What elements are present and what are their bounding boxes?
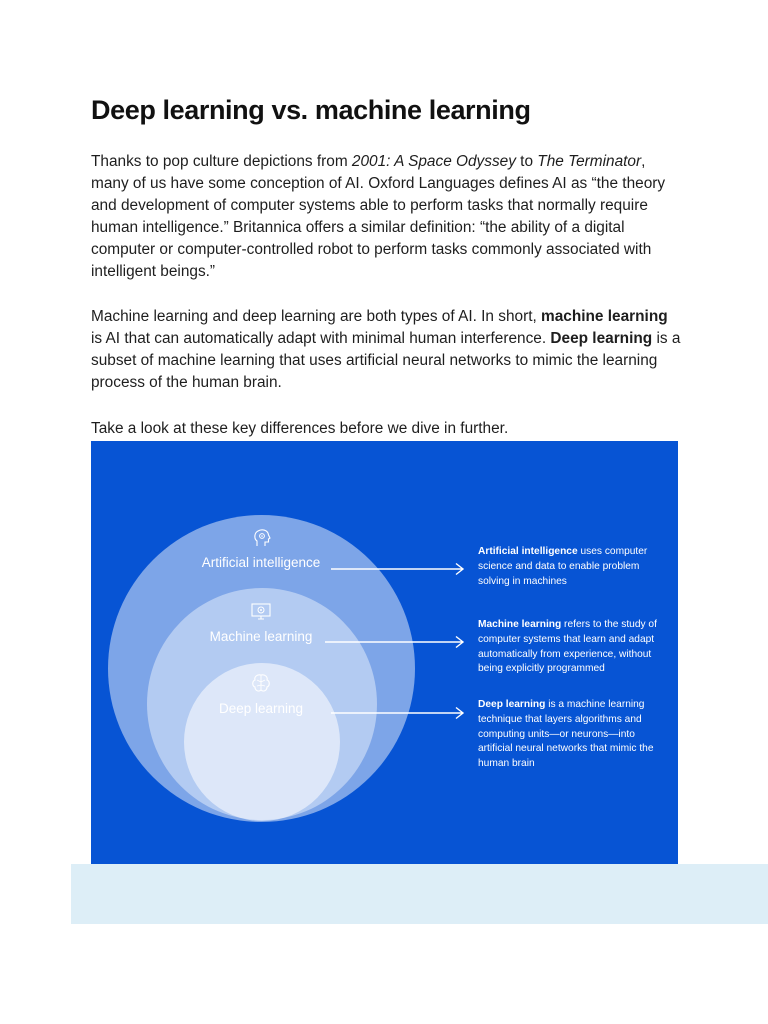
p1-italic-2: The Terminator xyxy=(537,153,642,170)
p2-text-3: is a subset of machine learning that uses artificial neural networks to mimic the learning process of the human brain. xyxy=(91,330,681,391)
ml-description xyxy=(478,618,668,677)
footer-band xyxy=(71,864,768,924)
article-title: Deep learning vs. machine learning xyxy=(91,95,531,125)
p2-bold-1: machine learning xyxy=(541,308,668,325)
ai-description-text: uses computer science and data to enable problem solving in machines xyxy=(478,546,648,587)
ai-arrow xyxy=(329,562,469,576)
ai-ml-dl-diagram xyxy=(91,441,678,864)
p2-bold-2: Deep learning xyxy=(550,330,653,347)
dl-description xyxy=(478,698,668,772)
p1-italic-1: 2001: A Space Odyssey xyxy=(351,153,516,170)
p1-text-3: , many of us have some conception of AI. Oxford Languages defines AI as “the theory and development of computer systems able to perform tasks that normally require human intelligence.” Britannica offers a similar definition: “the ability of a digital computer or computer-controlled robot to perform tasks commonly associated with intelligent beings.” xyxy=(91,153,666,280)
lead-in-paragraph: Take a look at these key differences before we dive in further. xyxy=(91,420,509,437)
p2-text-1: Machine learning and deep learning are both types of AI. In short, xyxy=(91,308,542,325)
dl-description-text: is a machine learning technique that layers algorithms and computing units—or neurons—into artificial neural networks that mimic the human brain xyxy=(478,699,654,770)
ml-arrow xyxy=(323,635,469,649)
monitor-gear-icon xyxy=(250,600,272,622)
intro-paragraph xyxy=(91,151,681,283)
dl-arrow xyxy=(329,706,469,720)
ml-description-title: Machine learning xyxy=(478,619,562,630)
definition-paragraph xyxy=(91,306,681,394)
ml-description-text: refers to the study of computer systems that learn and adapt automatically from experience, without being explicitly programmed xyxy=(478,619,657,675)
p2-text-2: is AI that can automatically adapt with minimal human interference. xyxy=(91,330,551,347)
ai-description-title: Artificial intelligence xyxy=(478,546,578,557)
dl-circle-label: Deep learning xyxy=(218,701,304,716)
head-gear-icon xyxy=(251,527,273,549)
p1-text-1: Thanks to pop culture depictions from xyxy=(91,153,352,170)
ml-circle-label: Machine learning xyxy=(209,629,313,644)
brain-icon xyxy=(250,672,272,694)
article xyxy=(91,90,681,440)
dl-description-title: Deep learning xyxy=(478,699,546,710)
ai-description xyxy=(478,545,668,589)
p1-text-2: to xyxy=(515,153,538,170)
ai-circle-label: Artificial intelligence xyxy=(201,555,321,570)
